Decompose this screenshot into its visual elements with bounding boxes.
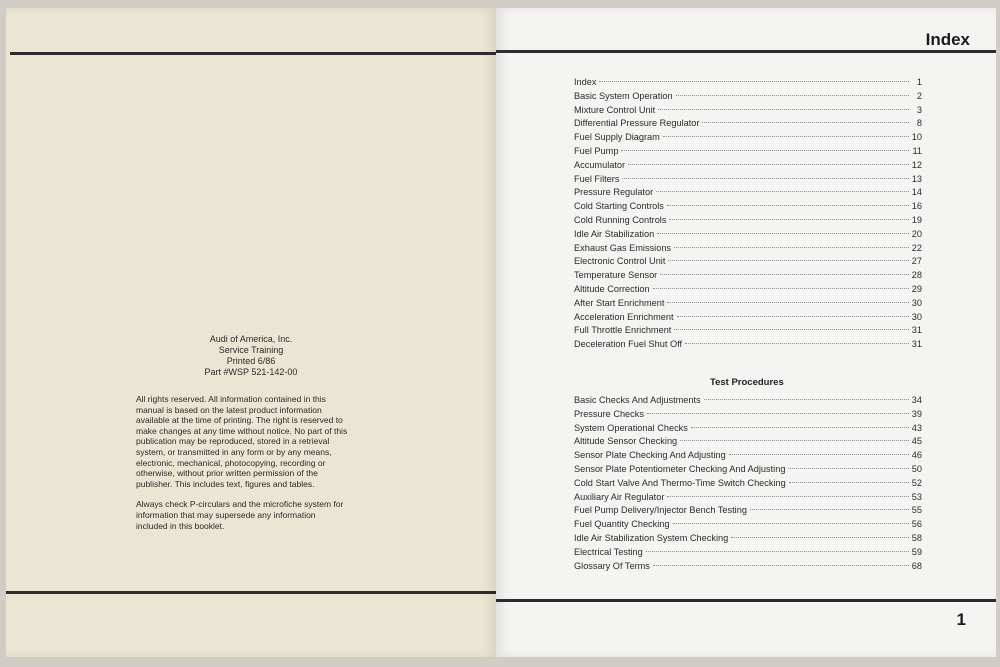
toc-entry: [574, 117, 922, 131]
toc-entry-page: 45: [911, 436, 922, 447]
dot-leader: [788, 468, 908, 469]
dot-leader: [677, 316, 909, 317]
toc-entry: [574, 283, 922, 297]
toc-entry: [574, 449, 922, 463]
toc-entry-title: Basic System Operation: [574, 90, 673, 101]
toc-entry-title: Fuel Quantity Checking: [574, 519, 670, 530]
toc-entry-page: 53: [911, 491, 922, 502]
toc-entry-page: 50: [911, 463, 922, 474]
rights-notice: [136, 394, 348, 541]
top-rule: [496, 50, 996, 53]
toc-entry: [574, 394, 922, 408]
toc-entry-title: Electrical Testing: [574, 546, 643, 557]
toc-entry-title: Temperature Sensor: [574, 270, 658, 281]
toc-entry-page: 13: [911, 173, 922, 184]
page-title: Index: [925, 30, 970, 49]
circulars-paragraph: Always check P-circulars and the microfiche system for information that may supersede any information included in this booklet.: [136, 499, 344, 531]
dot-leader: [789, 482, 909, 483]
top-rule: [10, 52, 496, 55]
dot-leader: [674, 247, 909, 248]
dot-leader: [653, 288, 909, 289]
toc-entry-page: 19: [911, 214, 922, 225]
toc-entry-page: 27: [911, 256, 922, 267]
toc-entry: [574, 255, 922, 269]
toc-entry-title: Fuel Pump: [574, 145, 619, 156]
toc-entry: [574, 477, 922, 491]
toc-entry-title: Differential Pressure Regulator: [574, 118, 700, 129]
dot-leader: [660, 274, 909, 275]
dot-leader: [663, 136, 909, 137]
toc-entry: [574, 76, 922, 90]
toc-entry: [574, 269, 922, 283]
dot-leader: [599, 81, 909, 82]
toc-entry-title: Index: [574, 77, 597, 87]
toc-entry-title: Pressure Regulator: [574, 187, 654, 198]
publisher-line: Part #WSP 521-142-00: [204, 367, 298, 377]
toc-entry-title: Deceleration Fuel Shut Off: [574, 339, 683, 350]
toc-entry-page: 56: [911, 519, 922, 530]
toc-entry-page: 11: [912, 145, 922, 156]
toc-entry-title: Basic Checks And Adjustments: [574, 395, 701, 405]
toc-entry-page: 43: [911, 422, 922, 433]
dot-leader: [750, 509, 909, 510]
toc-entry: [574, 491, 922, 505]
dot-leader: [668, 260, 908, 261]
toc-entry: [574, 131, 922, 145]
toc-entry: [574, 90, 922, 104]
toc-entry: [574, 242, 922, 256]
toc-entry: [574, 145, 922, 159]
dot-leader: [731, 537, 909, 538]
dot-leader: [685, 343, 909, 344]
dot-leader: [667, 496, 908, 497]
toc-entry-title: Electronic Control Unit: [574, 256, 666, 267]
toc-entry-title: Full Throttle Enrichment: [574, 325, 672, 336]
dot-leader: [673, 523, 909, 524]
toc-entry: [574, 186, 922, 200]
toc-entry: [574, 408, 922, 422]
toc-entry-title: Accumulator: [574, 159, 626, 170]
toc-entry-page: 39: [911, 408, 922, 419]
page-number: 1: [956, 610, 966, 629]
publisher-line: Printed 6/86: [226, 356, 276, 366]
dot-leader: [622, 178, 908, 179]
toc-entry-title: Fuel Pump Delivery/Injector Bench Testing: [574, 505, 747, 516]
toc-entry-title: Altitude Correction: [574, 283, 650, 294]
toc-entry: [574, 324, 922, 338]
bottom-rule: [6, 591, 496, 594]
dot-leader: [656, 191, 909, 192]
toc-entry: [574, 228, 922, 242]
publisher-line: Audi of America, Inc.: [209, 334, 293, 344]
toc-entry-page: 28: [911, 270, 922, 281]
dot-leader: [676, 95, 909, 96]
toc-entry-title: Sensor Plate Potentiometer Checking And Adjusting: [574, 463, 786, 474]
toc-entry-title: Auxiliary Air Regulator: [574, 491, 665, 502]
toc-entry: [574, 311, 922, 325]
dot-leader: [653, 565, 909, 566]
toc-entry-page: 3: [916, 104, 922, 115]
toc-entry-title: Pressure Checks: [574, 408, 644, 419]
dot-leader: [680, 440, 909, 441]
dot-leader: [669, 219, 908, 220]
dot-leader: [691, 427, 909, 428]
toc-entry: [574, 338, 922, 352]
toc-entry-page: 22: [911, 242, 922, 253]
toc-entry-title: Sensor Plate Checking And Adjusting: [574, 450, 726, 461]
dot-leader: [674, 329, 908, 330]
toc-entry-page: 20: [911, 228, 922, 239]
toc-entry-page: 52: [911, 477, 922, 488]
left-page: [6, 8, 496, 657]
section-heading: Test Procedures: [710, 377, 784, 388]
toc-entry-page: 14: [911, 187, 922, 198]
toc-entry-title: Acceleration Enrichment: [574, 311, 674, 322]
table-of-contents: [574, 76, 922, 352]
toc-entry-page: 12: [911, 159, 922, 170]
toc-entry: [574, 518, 922, 532]
toc-entry-page: 58: [911, 532, 922, 543]
toc-entry-page: 30: [911, 297, 922, 308]
toc-entry-title: Fuel Supply Diagram: [574, 132, 660, 143]
dot-leader: [702, 122, 909, 123]
toc-entry-title: Idle Air Stabilization: [574, 228, 655, 239]
toc-entry-title: Altitude Sensor Checking: [574, 436, 678, 447]
dot-leader: [628, 164, 909, 165]
toc-entry-title: Idle Air Stabilization System Checking: [574, 532, 729, 543]
publisher-info: [176, 334, 326, 378]
toc-entry-page: 8: [916, 118, 922, 129]
bottom-rule: [496, 599, 996, 602]
toc-entry-title: Glossary Of Terms: [574, 560, 650, 571]
toc-entry: [574, 214, 922, 228]
toc-entry-title: Cold Running Controls: [574, 214, 667, 225]
toc-entry-title: System Operational Checks: [574, 422, 688, 433]
toc-entry: [574, 532, 922, 546]
dot-leader: [646, 551, 909, 552]
toc-entry-page: 59: [911, 546, 922, 557]
dot-leader: [667, 302, 908, 303]
toc-entry: [574, 463, 922, 477]
toc-entry-page: 31: [911, 325, 922, 336]
toc-entry-page: 34: [911, 395, 922, 405]
dot-leader: [658, 109, 909, 110]
dot-leader: [647, 413, 909, 414]
toc-entry: [574, 104, 922, 118]
toc-entry-page: 46: [911, 450, 922, 461]
toc-entry: [574, 159, 922, 173]
toc-entry-page: 2: [916, 90, 922, 101]
toc-entry: [574, 173, 922, 187]
toc-entry: [574, 422, 922, 436]
toc-entry-title: After Start Enrichment: [574, 297, 665, 308]
toc-entry: [574, 560, 922, 574]
toc-entry: [574, 435, 922, 449]
publisher-line: Service Training: [218, 345, 284, 355]
toc-entry: [574, 200, 922, 214]
toc-entry-title: Mixture Control Unit: [574, 104, 656, 115]
dot-leader: [704, 399, 909, 400]
toc-entry-page: 1: [916, 77, 922, 87]
toc-entry: [574, 297, 922, 311]
toc-entry-title: Cold Start Valve And Thermo-Time Switch Checking: [574, 477, 786, 488]
toc-entry-title: Fuel Filters: [574, 173, 620, 184]
dot-leader: [621, 150, 909, 151]
toc-entry-page: 10: [911, 132, 922, 143]
toc-entry-title: Exhaust Gas Emissions: [574, 242, 672, 253]
toc-entry-page: 16: [911, 201, 922, 212]
toc-entry-page: 68: [911, 560, 922, 571]
toc-entry-page: 29: [911, 283, 922, 294]
toc-entry: [574, 546, 922, 560]
toc-entry: [574, 504, 922, 518]
test-procedures-list: [574, 394, 922, 573]
copyright-paragraph: All rights reserved. All information contained in this manual is based on the latest product information available at the time of printing. The right is reserved to make changes at any time without notice. No part of this publication may be reproduced, stored in a retrieval system, or transmitted in any form or by any means, electronic, mechanical, photocopying, recording or otherwise, without prior written permission of the publisher. This includes text, figures and tables.: [136, 394, 348, 489]
right-page: [496, 8, 996, 657]
toc-entry-page: 31: [911, 339, 922, 350]
toc-entry-title: Cold Starting Controls: [574, 201, 664, 212]
toc-entry-page: 30: [911, 311, 922, 322]
dot-leader: [729, 454, 909, 455]
dot-leader: [667, 205, 909, 206]
dot-leader: [657, 233, 909, 234]
toc-entry-page: 55: [911, 505, 922, 516]
